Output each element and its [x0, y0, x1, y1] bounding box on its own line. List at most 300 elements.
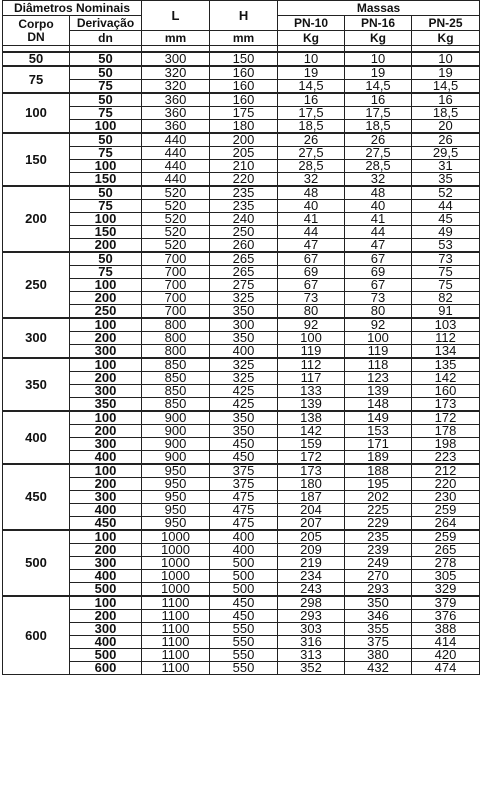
- cell-pn16: 40: [345, 200, 412, 213]
- cell-derivacao-dn: 300: [70, 623, 142, 636]
- cell-corpo-dn: 500: [3, 530, 70, 596]
- cell-pn16: 123: [345, 372, 412, 385]
- cell-pn16: 350: [345, 596, 412, 610]
- table-header: [3, 1, 480, 46]
- table-row: [3, 438, 480, 451]
- cell-H: 450: [210, 438, 278, 451]
- cell-pn25: 414: [412, 636, 480, 649]
- cell-pn16: 202: [345, 491, 412, 504]
- cell-derivacao-dn: 100: [70, 120, 142, 134]
- cell-pn16: 32: [345, 173, 412, 187]
- cell-derivacao-dn: 400: [70, 451, 142, 465]
- cell-derivacao-dn: 200: [70, 478, 142, 491]
- table-row: [3, 636, 480, 649]
- cell-derivacao-dn: 75: [70, 266, 142, 279]
- cell-H: 500: [210, 570, 278, 583]
- cell-derivacao-dn: 450: [70, 517, 142, 531]
- table-row: [3, 66, 480, 80]
- cell-L: 320: [142, 80, 210, 94]
- cell-pn10: 313: [278, 649, 345, 662]
- cell-pn10: 303: [278, 623, 345, 636]
- cell-pn10: 219: [278, 557, 345, 570]
- table-row: [3, 544, 480, 557]
- table-row: [3, 318, 480, 332]
- cell-derivacao-dn: 300: [70, 438, 142, 451]
- cell-pn16: 16: [345, 93, 412, 107]
- cell-derivacao-dn: 200: [70, 332, 142, 345]
- cell-derivacao-dn: 100: [70, 213, 142, 226]
- cell-pn10: 316: [278, 636, 345, 649]
- cell-H: 200: [210, 133, 278, 147]
- table-row: [3, 52, 480, 66]
- cell-pn16: 153: [345, 425, 412, 438]
- cell-pn10: 32: [278, 173, 345, 187]
- header-unit-L: mm: [142, 31, 210, 46]
- cell-corpo-dn: 100: [3, 93, 70, 133]
- cell-L: 800: [142, 345, 210, 359]
- cell-pn10: 204: [278, 504, 345, 517]
- table-row: [3, 239, 480, 253]
- cell-derivacao-dn: 100: [70, 464, 142, 478]
- cell-derivacao-dn: 100: [70, 160, 142, 173]
- cell-pn10: 10: [278, 52, 345, 66]
- cell-pn25: 142: [412, 372, 480, 385]
- cell-pn16: 432: [345, 662, 412, 675]
- table-body: [3, 46, 480, 675]
- cell-pn10: 17,5: [278, 107, 345, 120]
- cell-derivacao-dn: 100: [70, 530, 142, 544]
- cell-L: 1000: [142, 583, 210, 597]
- cell-derivacao-dn: 300: [70, 345, 142, 359]
- cell-L: 520: [142, 186, 210, 200]
- cell-pn16: 346: [345, 610, 412, 623]
- cell-pn25: 19: [412, 66, 480, 80]
- cell-L: 700: [142, 292, 210, 305]
- table-row: [3, 93, 480, 107]
- cell-derivacao-dn: 100: [70, 358, 142, 372]
- cell-L: 440: [142, 160, 210, 173]
- cell-pn10: 27,5: [278, 147, 345, 160]
- cell-pn10: 298: [278, 596, 345, 610]
- cell-L: 850: [142, 358, 210, 372]
- cell-L: 1100: [142, 623, 210, 636]
- cell-L: 440: [142, 133, 210, 147]
- cell-pn25: 75: [412, 266, 480, 279]
- cell-pn10: 207: [278, 517, 345, 531]
- cell-L: 440: [142, 173, 210, 187]
- table-row: [3, 279, 480, 292]
- cell-L: 520: [142, 200, 210, 213]
- cell-pn10: 139: [278, 398, 345, 412]
- cell-derivacao-dn: 200: [70, 544, 142, 557]
- cell-corpo-dn: 200: [3, 186, 70, 252]
- cell-pn25: 29,5: [412, 147, 480, 160]
- cell-pn25: 18,5: [412, 107, 480, 120]
- table-row: [3, 213, 480, 226]
- cell-pn25: 20: [412, 120, 480, 134]
- table-row: [3, 411, 480, 425]
- cell-pn25: 52: [412, 186, 480, 200]
- table-row: [3, 372, 480, 385]
- cell-pn10: 19: [278, 66, 345, 80]
- cell-L: 950: [142, 517, 210, 531]
- header-corpo: Corpo: [18, 16, 54, 31]
- cell-pn10: 209: [278, 544, 345, 557]
- header-L: L: [142, 1, 210, 31]
- cell-L: 1100: [142, 636, 210, 649]
- cell-H: 550: [210, 662, 278, 675]
- cell-pn25: 278: [412, 557, 480, 570]
- cell-L: 800: [142, 332, 210, 345]
- cell-L: 700: [142, 266, 210, 279]
- cell-pn16: 118: [345, 358, 412, 372]
- cell-pn10: 80: [278, 305, 345, 319]
- cell-derivacao-dn: 75: [70, 147, 142, 160]
- cell-pn16: 229: [345, 517, 412, 531]
- cell-pn10: 47: [278, 239, 345, 253]
- cell-pn16: 188: [345, 464, 412, 478]
- cell-pn16: 171: [345, 438, 412, 451]
- cell-H: 265: [210, 252, 278, 266]
- table-row: [3, 107, 480, 120]
- table-row: [3, 305, 480, 319]
- table-row: [3, 147, 480, 160]
- cell-H: 160: [210, 80, 278, 94]
- cell-H: 400: [210, 544, 278, 557]
- cell-corpo-dn: 75: [3, 66, 70, 93]
- cell-derivacao-dn: 200: [70, 239, 142, 253]
- cell-pn16: 48: [345, 186, 412, 200]
- cell-pn25: 212: [412, 464, 480, 478]
- cell-L: 950: [142, 478, 210, 491]
- cell-derivacao-dn: 200: [70, 372, 142, 385]
- cell-L: 1100: [142, 596, 210, 610]
- header-unit-pn25: Kg: [412, 31, 480, 46]
- cell-H: 210: [210, 160, 278, 173]
- cell-H: 160: [210, 66, 278, 80]
- cell-corpo-dn: 150: [3, 133, 70, 186]
- table-row: [3, 385, 480, 398]
- cell-derivacao-dn: 500: [70, 649, 142, 662]
- cell-pn10: 40: [278, 200, 345, 213]
- cell-pn10: 69: [278, 266, 345, 279]
- cell-pn10: 67: [278, 252, 345, 266]
- cell-L: 850: [142, 385, 210, 398]
- cell-L: 850: [142, 372, 210, 385]
- cell-pn25: 173: [412, 398, 480, 412]
- cell-H: 500: [210, 583, 278, 597]
- cell-pn25: 220: [412, 478, 480, 491]
- cell-derivacao-dn: 200: [70, 292, 142, 305]
- cell-H: 450: [210, 451, 278, 465]
- cell-L: 950: [142, 491, 210, 504]
- cell-pn16: 69: [345, 266, 412, 279]
- cell-pn16: 375: [345, 636, 412, 649]
- cell-pn25: 45: [412, 213, 480, 226]
- cell-pn10: 100: [278, 332, 345, 345]
- table-row: [3, 504, 480, 517]
- cell-pn10: 14,5: [278, 80, 345, 94]
- cell-pn16: 148: [345, 398, 412, 412]
- cell-derivacao-dn: 50: [70, 52, 142, 66]
- cell-pn16: 100: [345, 332, 412, 345]
- header-massas: Massas: [278, 1, 480, 16]
- cell-pn25: 82: [412, 292, 480, 305]
- header-dn-derivacao: dn: [70, 31, 142, 46]
- cell-pn10: 234: [278, 570, 345, 583]
- cell-L: 520: [142, 213, 210, 226]
- table-row: [3, 266, 480, 279]
- cell-derivacao-dn: 50: [70, 133, 142, 147]
- cell-L: 1000: [142, 557, 210, 570]
- cell-H: 375: [210, 478, 278, 491]
- cell-pn10: 44: [278, 226, 345, 239]
- cell-H: 350: [210, 332, 278, 345]
- cell-pn16: 67: [345, 252, 412, 266]
- cell-derivacao-dn: 50: [70, 93, 142, 107]
- cell-H: 250: [210, 226, 278, 239]
- cell-H: 400: [210, 345, 278, 359]
- cell-pn25: 103: [412, 318, 480, 332]
- cell-corpo-dn: 450: [3, 464, 70, 530]
- header-unit-H: mm: [210, 31, 278, 46]
- cell-pn25: 259: [412, 504, 480, 517]
- cell-pn16: 189: [345, 451, 412, 465]
- cell-pn10: 18,5: [278, 120, 345, 134]
- cell-pn10: 16: [278, 93, 345, 107]
- cell-pn25: 388: [412, 623, 480, 636]
- cell-pn25: 305: [412, 570, 480, 583]
- cell-L: 900: [142, 425, 210, 438]
- cell-pn16: 249: [345, 557, 412, 570]
- cell-H: 450: [210, 610, 278, 623]
- cell-derivacao-dn: 250: [70, 305, 142, 319]
- cell-pn16: 67: [345, 279, 412, 292]
- cell-pn25: 75: [412, 279, 480, 292]
- cell-L: 950: [142, 464, 210, 478]
- table-row: [3, 186, 480, 200]
- cell-H: 425: [210, 385, 278, 398]
- cell-L: 300: [142, 52, 210, 66]
- cell-pn25: 91: [412, 305, 480, 319]
- cell-L: 900: [142, 438, 210, 451]
- cell-pn16: 19: [345, 66, 412, 80]
- cell-H: 500: [210, 557, 278, 570]
- cell-pn16: 270: [345, 570, 412, 583]
- table-row: [3, 517, 480, 531]
- cell-pn16: 235: [345, 530, 412, 544]
- cell-pn16: 47: [345, 239, 412, 253]
- cell-pn10: 293: [278, 610, 345, 623]
- cell-H: 550: [210, 649, 278, 662]
- cell-derivacao-dn: 300: [70, 557, 142, 570]
- cell-H: 325: [210, 292, 278, 305]
- cell-H: 475: [210, 504, 278, 517]
- cell-derivacao-dn: 150: [70, 173, 142, 187]
- cell-pn25: 134: [412, 345, 480, 359]
- cell-pn16: 41: [345, 213, 412, 226]
- cell-pn25: 44: [412, 200, 480, 213]
- table-row: [3, 662, 480, 675]
- table-row: [3, 160, 480, 173]
- header-unit-pn10: Kg: [278, 31, 345, 46]
- cell-L: 1100: [142, 649, 210, 662]
- cell-pn10: 92: [278, 318, 345, 332]
- cell-derivacao-dn: 100: [70, 318, 142, 332]
- cell-corpo-dn: 250: [3, 252, 70, 318]
- cell-pn25: 420: [412, 649, 480, 662]
- cell-pn16: 18,5: [345, 120, 412, 134]
- cell-pn10: 243: [278, 583, 345, 597]
- cell-derivacao-dn: 75: [70, 80, 142, 94]
- cell-pn25: 329: [412, 583, 480, 597]
- cell-derivacao-dn: 50: [70, 66, 142, 80]
- cell-pn25: 49: [412, 226, 480, 239]
- cell-L: 440: [142, 147, 210, 160]
- cell-derivacao-dn: 75: [70, 107, 142, 120]
- table-wrapper: [2, 0, 480, 675]
- cell-pn10: 67: [278, 279, 345, 292]
- cell-pn16: 26: [345, 133, 412, 147]
- table-row: [3, 398, 480, 412]
- table-row: [3, 425, 480, 438]
- cell-H: 375: [210, 464, 278, 478]
- table-row: [3, 451, 480, 465]
- cell-pn16: 17,5: [345, 107, 412, 120]
- cell-pn16: 119: [345, 345, 412, 359]
- cell-pn25: 73: [412, 252, 480, 266]
- cell-derivacao-dn: 100: [70, 411, 142, 425]
- cell-L: 1100: [142, 662, 210, 675]
- cell-L: 900: [142, 451, 210, 465]
- cell-H: 265: [210, 266, 278, 279]
- cell-pn16: 80: [345, 305, 412, 319]
- header-corpo-dn: [3, 16, 70, 46]
- table-row: [3, 200, 480, 213]
- table-row: [3, 292, 480, 305]
- cell-H: 205: [210, 147, 278, 160]
- cell-L: 700: [142, 252, 210, 266]
- cell-pn25: 178: [412, 425, 480, 438]
- cell-pn16: 149: [345, 411, 412, 425]
- cell-L: 700: [142, 279, 210, 292]
- cell-pn16: 293: [345, 583, 412, 597]
- table-row: [3, 345, 480, 359]
- cell-derivacao-dn: 400: [70, 636, 142, 649]
- cell-pn25: 259: [412, 530, 480, 544]
- cell-pn16: 14,5: [345, 80, 412, 94]
- cell-H: 300: [210, 318, 278, 332]
- table-row: [3, 80, 480, 94]
- cell-pn10: 117: [278, 372, 345, 385]
- cell-corpo-dn: 300: [3, 318, 70, 358]
- cell-derivacao-dn: 600: [70, 662, 142, 675]
- cell-pn25: 160: [412, 385, 480, 398]
- cell-pn10: 48: [278, 186, 345, 200]
- cell-pn10: 28,5: [278, 160, 345, 173]
- header-pn25: PN-25: [412, 16, 480, 31]
- cell-pn25: 31: [412, 160, 480, 173]
- cell-L: 360: [142, 107, 210, 120]
- cell-derivacao-dn: 350: [70, 398, 142, 412]
- cell-L: 320: [142, 66, 210, 80]
- cell-pn10: 159: [278, 438, 345, 451]
- cell-pn25: 35: [412, 173, 480, 187]
- header-pn16: PN-16: [345, 16, 412, 31]
- cell-H: 220: [210, 173, 278, 187]
- cell-pn16: 27,5: [345, 147, 412, 160]
- header-derivacao: Derivação: [70, 16, 142, 31]
- table-row: [3, 649, 480, 662]
- cell-pn16: 195: [345, 478, 412, 491]
- cell-derivacao-dn: 100: [70, 279, 142, 292]
- cell-H: 400: [210, 530, 278, 544]
- cell-H: 550: [210, 623, 278, 636]
- cell-pn10: 172: [278, 451, 345, 465]
- cell-pn16: 225: [345, 504, 412, 517]
- cell-derivacao-dn: 50: [70, 252, 142, 266]
- cell-pn10: 119: [278, 345, 345, 359]
- cell-pn10: 187: [278, 491, 345, 504]
- cell-H: 325: [210, 358, 278, 372]
- cell-pn25: 10: [412, 52, 480, 66]
- table-row: [3, 583, 480, 597]
- cell-pn25: 379: [412, 596, 480, 610]
- cell-pn25: 223: [412, 451, 480, 465]
- cell-pn16: 355: [345, 623, 412, 636]
- cell-pn25: 26: [412, 133, 480, 147]
- cell-derivacao-dn: 150: [70, 226, 142, 239]
- cell-L: 360: [142, 93, 210, 107]
- cell-pn25: 16: [412, 93, 480, 107]
- table-row: [3, 133, 480, 147]
- cell-L: 1000: [142, 530, 210, 544]
- cell-pn16: 10: [345, 52, 412, 66]
- cell-derivacao-dn: 300: [70, 491, 142, 504]
- cell-H: 475: [210, 517, 278, 531]
- cell-derivacao-dn: 400: [70, 570, 142, 583]
- table-row: [3, 491, 480, 504]
- cell-pn16: 44: [345, 226, 412, 239]
- cell-pn10: 112: [278, 358, 345, 372]
- cell-pn25: 53: [412, 239, 480, 253]
- table-row: [3, 226, 480, 239]
- cell-corpo-dn: 350: [3, 358, 70, 411]
- cell-H: 175: [210, 107, 278, 120]
- cell-H: 325: [210, 372, 278, 385]
- cell-pn25: 112: [412, 332, 480, 345]
- cell-pn16: 239: [345, 544, 412, 557]
- table-row: [3, 596, 480, 610]
- cell-pn16: 73: [345, 292, 412, 305]
- cell-pn10: 352: [278, 662, 345, 675]
- cell-H: 475: [210, 491, 278, 504]
- cell-corpo-dn: 400: [3, 411, 70, 464]
- table-row: [3, 623, 480, 636]
- table-row: [3, 478, 480, 491]
- cell-L: 520: [142, 239, 210, 253]
- cell-pn10: 180: [278, 478, 345, 491]
- cell-corpo-dn: 50: [3, 52, 70, 66]
- cell-H: 350: [210, 411, 278, 425]
- cell-pn10: 73: [278, 292, 345, 305]
- header-pn10: PN-10: [278, 16, 345, 31]
- cell-derivacao-dn: 200: [70, 425, 142, 438]
- cell-L: 800: [142, 318, 210, 332]
- cell-H: 150: [210, 52, 278, 66]
- table-row: [3, 332, 480, 345]
- header-dn: DN: [27, 29, 45, 44]
